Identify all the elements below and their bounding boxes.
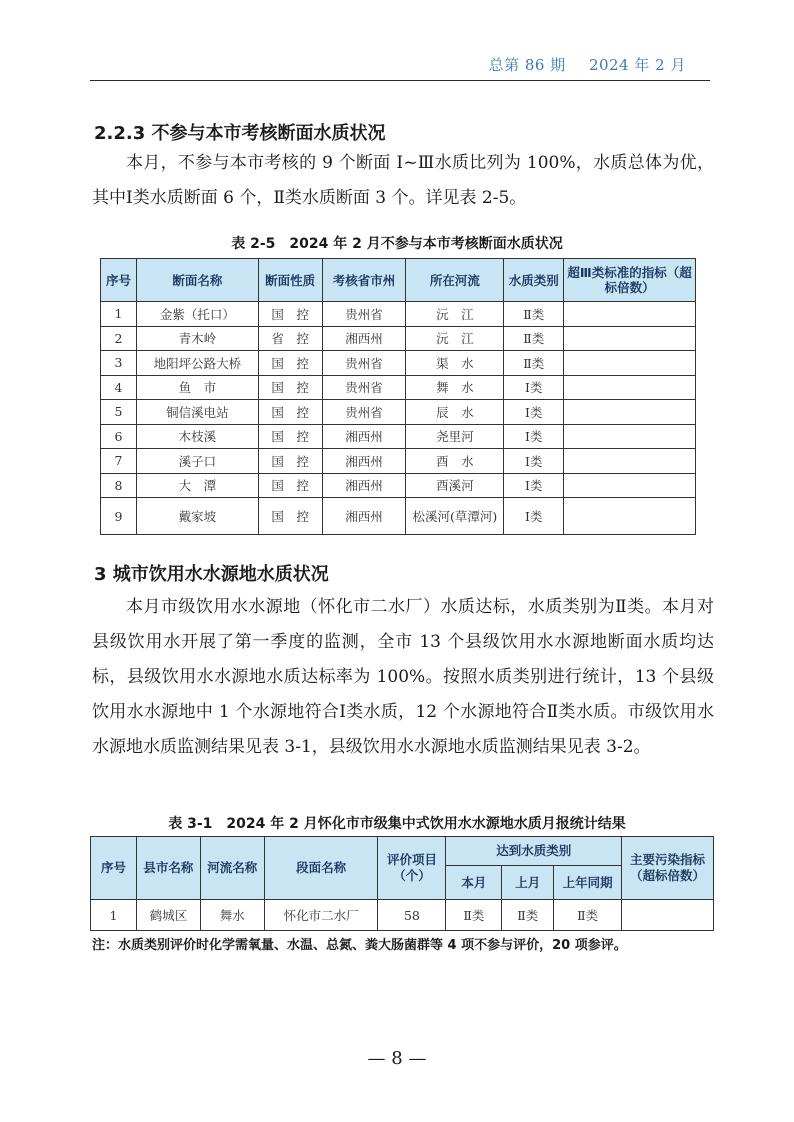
- table-cell: Ⅰ类: [504, 424, 564, 449]
- table-2-5-caption: 表 2-5 2024 年 2 月不参与本市考核断面水质状况: [231, 236, 563, 252]
- table-cell: 木枝溪: [136, 424, 258, 449]
- col-header-water-class: 水质类别: [504, 259, 564, 302]
- table-row: [101, 449, 696, 474]
- table-cell: 金紫（托口）: [136, 302, 258, 327]
- col-header-seq: 序号: [91, 837, 137, 900]
- table-cell: 国 控: [258, 351, 322, 376]
- table-cell: [564, 400, 696, 425]
- col-header-this-month: 本月: [446, 866, 502, 900]
- table-cell: 地阳坪公路大桥: [136, 351, 258, 376]
- table-cell: 3: [101, 351, 137, 376]
- table-cell: Ⅱ类: [446, 900, 502, 931]
- table-cell: 4: [101, 375, 137, 400]
- table-cell: 省 控: [258, 326, 322, 351]
- col-header-category-group: 达到水质类别: [446, 837, 622, 866]
- table-cell: [564, 375, 696, 400]
- table-cell: Ⅰ类: [504, 400, 564, 425]
- table-cell: [564, 326, 696, 351]
- table-row: [101, 473, 696, 498]
- table-cell: 国 控: [258, 424, 322, 449]
- table-cell: 2: [101, 326, 137, 351]
- table-cell: 酉溪河: [406, 473, 504, 498]
- col-header-section-type: 断面性质: [258, 259, 322, 302]
- table-cell: 鱼 市: [136, 375, 258, 400]
- table-cell: 湘西州: [322, 498, 406, 535]
- header-issue: 总第 86 期: [488, 56, 566, 74]
- table-cell: [564, 473, 696, 498]
- table-cell: 1: [101, 302, 137, 327]
- table-3-1-caption: 表 3-1 2024 年 2 月怀化市市级集中式饮用水水源地水质月报统计结果: [168, 816, 626, 832]
- table-cell: 湘西州: [322, 473, 406, 498]
- table-cell: 戴家坡: [136, 498, 258, 535]
- page-header: [471, 54, 686, 75]
- table-cell: 8: [101, 473, 137, 498]
- table-row: [91, 900, 714, 931]
- table-header-row: [101, 259, 696, 302]
- table-cell: Ⅱ类: [504, 302, 564, 327]
- table-cell: 1: [91, 900, 137, 931]
- col-header-pollutant: 主要污染指标（超标倍数）: [622, 837, 714, 900]
- table-row: [101, 302, 696, 327]
- table-cell: Ⅰ类: [504, 449, 564, 474]
- table-row: [101, 424, 696, 449]
- table-cell: Ⅱ类: [554, 900, 622, 931]
- header-rule: [90, 80, 710, 81]
- table-2-5: [100, 258, 696, 535]
- table-cell: [622, 900, 714, 931]
- table-cell: Ⅱ类: [504, 326, 564, 351]
- col-header-eval-items: 评价项目（个）: [378, 837, 446, 900]
- table-cell: 鹤城区: [136, 900, 200, 931]
- section-223-title: 2.2.3 不参与本市考核断面水质状况: [94, 123, 386, 144]
- table-row: [101, 498, 696, 535]
- table-header-row: [91, 837, 714, 866]
- table-cell: 怀化市二水厂: [264, 900, 378, 931]
- col-header-section-name: 段面名称: [264, 837, 378, 900]
- table-cell: 大 潭: [136, 473, 258, 498]
- table-cell: 湘西州: [322, 449, 406, 474]
- table-cell: Ⅰ类: [504, 473, 564, 498]
- col-header-seq: 序号: [101, 259, 137, 302]
- table-cell: 舞水: [200, 900, 264, 931]
- section-3-paragraph: [92, 590, 714, 765]
- table-cell: 舞 水: [406, 375, 504, 400]
- table-cell: 7: [101, 449, 137, 474]
- section-223-text: 本月，不参与本市考核的 9 个断面 Ⅰ~Ⅲ水质比列为 100%，水质总体为优，其中Ⅰ类水质断面 6 个，Ⅱ类水质断面 3 个。详见表 2-5。: [92, 153, 714, 208]
- table-cell: 国 控: [258, 498, 322, 535]
- page-number: — 8 —: [367, 1048, 427, 1069]
- table-cell: 沅 江: [406, 302, 504, 327]
- table-cell: 酉 水: [406, 449, 504, 474]
- section-223-paragraph: [92, 146, 714, 216]
- table-cell: 国 控: [258, 449, 322, 474]
- table-cell: 贵州省: [322, 351, 406, 376]
- table-cell: 国 控: [258, 473, 322, 498]
- table-cell: 国 控: [258, 375, 322, 400]
- table-cell: 溪子口: [136, 449, 258, 474]
- table-cell: 5: [101, 400, 137, 425]
- table-cell: 渠 水: [406, 351, 504, 376]
- table-row: [101, 351, 696, 376]
- table-3-1: [90, 836, 714, 931]
- table-row: [101, 326, 696, 351]
- table-cell: [564, 424, 696, 449]
- table-cell: 国 控: [258, 400, 322, 425]
- section-3-text: 本月市级饮用水水源地（怀化市二水厂）水质达标，水质类别为Ⅱ类。本月对县级饮用水开展了第一季度的监测，全市 13 个县级饮用水水源地断面水质均达标，县级饮用水水源地水质达标率为 100%。按照水质类别进行统计，13 个县级饮用水水源地中 1 个水源地符合Ⅰ类水质，12 个水源地符合Ⅱ类水质。市级饮用水水源地水质监测结果见表 3-1，县级饮用水水源地水质监测结果见表 3-2。: [92, 597, 714, 757]
- col-header-section-name: 断面名称: [136, 259, 258, 302]
- table-cell: [564, 351, 696, 376]
- table-cell: Ⅰ类: [504, 375, 564, 400]
- table-cell: [564, 449, 696, 474]
- col-header-last-month: 上月: [502, 866, 554, 900]
- table-note: 注：水质类别评价时化学需氧量、水温、总氮、粪大肠菌群等 4 项不参与评价，20 项参评。: [92, 938, 627, 953]
- col-header-county: 县市名称: [136, 837, 200, 900]
- col-header-river: 河流名称: [200, 837, 264, 900]
- table-cell: 湘西州: [322, 424, 406, 449]
- table-cell: 松溪河(草潭河): [406, 498, 504, 535]
- table-cell: 沅 江: [406, 326, 504, 351]
- col-header-last-year: 上年同期: [554, 866, 622, 900]
- col-header-province: 考核省市州: [322, 259, 406, 302]
- col-header-river: 所在河流: [406, 259, 504, 302]
- table-row: [101, 400, 696, 425]
- header-date: 2024 年 2 月: [588, 56, 686, 74]
- table-cell: [564, 302, 696, 327]
- table-cell: 贵州省: [322, 400, 406, 425]
- table-cell: 青木岭: [136, 326, 258, 351]
- table-cell: Ⅰ类: [504, 498, 564, 535]
- table-cell: Ⅱ类: [504, 351, 564, 376]
- section-3-title: 3 城市饮用水水源地水质状况: [94, 564, 329, 585]
- table-row: [101, 375, 696, 400]
- table-cell: 6: [101, 424, 137, 449]
- table-cell: 贵州省: [322, 375, 406, 400]
- col-header-exceed: 超Ⅲ类标准的指标（超标倍数）: [564, 259, 696, 302]
- table-cell: 58: [378, 900, 446, 931]
- table-cell: 贵州省: [322, 302, 406, 327]
- table-cell: 尧里河: [406, 424, 504, 449]
- table-cell: 辰 水: [406, 400, 504, 425]
- table-cell: 湘西州: [322, 326, 406, 351]
- table-cell: 铜信溪电站: [136, 400, 258, 425]
- table-cell: 国 控: [258, 302, 322, 327]
- table-cell: [564, 498, 696, 535]
- table-cell: 9: [101, 498, 137, 535]
- table-cell: Ⅱ类: [502, 900, 554, 931]
